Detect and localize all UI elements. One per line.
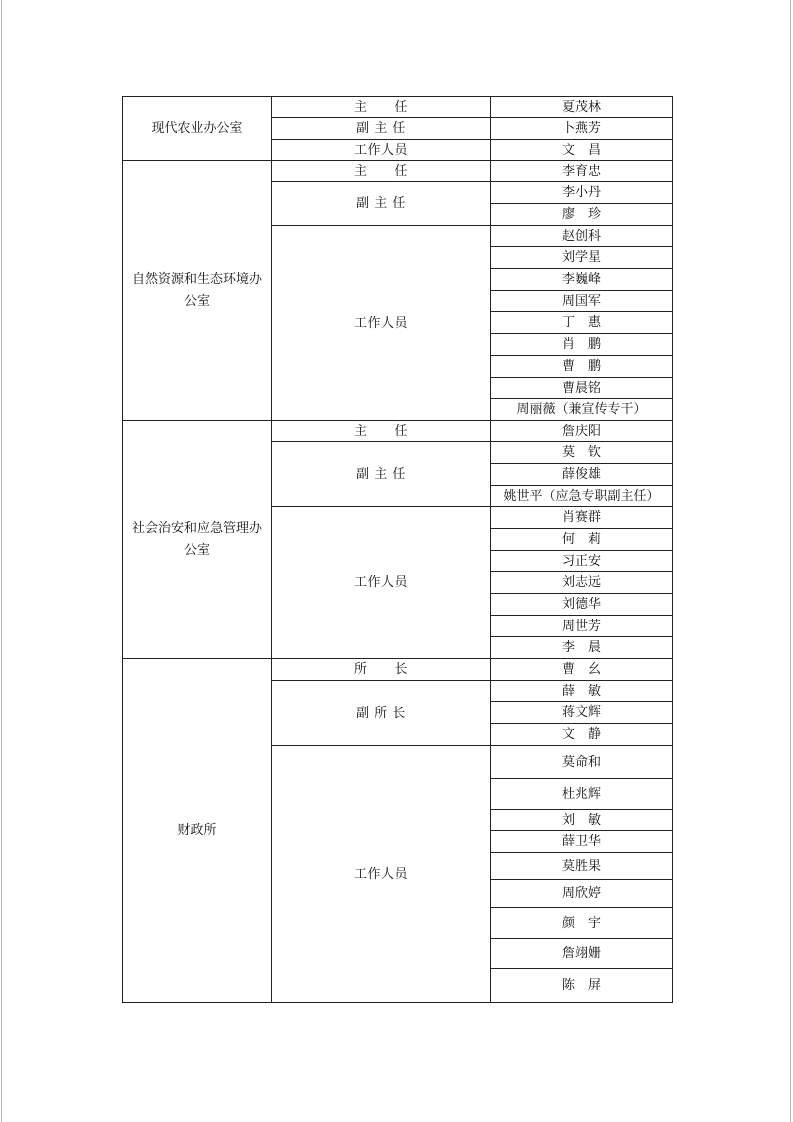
person-name-cell: 周欣婷 xyxy=(491,880,673,908)
role-title-cell: 主 任 xyxy=(272,421,491,442)
person-name-cell: 蒋文辉 xyxy=(491,702,673,724)
person-name-cell: 李小丹 xyxy=(491,182,673,204)
page-edge-right xyxy=(790,0,791,1122)
role-title-cell: 所 长 xyxy=(272,659,491,681)
role-title-cell: 主 任 xyxy=(272,97,491,118)
role-title-cell: 副 主 任 xyxy=(272,118,491,140)
person-name-cell: 李巍峰 xyxy=(491,269,673,291)
person-name-cell: 詹翊姗 xyxy=(491,939,673,969)
person-name-cell: 肖赛群 xyxy=(491,507,673,529)
person-name-cell: 刘 敏 xyxy=(491,810,673,831)
person-name-cell: 卜燕芳 xyxy=(491,118,673,140)
person-name-cell: 刘德华 xyxy=(491,594,673,616)
role-title-cell: 工作人员 xyxy=(272,507,491,659)
person-name-cell: 杜兆辉 xyxy=(491,779,673,810)
person-name-cell: 莫命和 xyxy=(491,746,673,779)
person-name-cell: 曹 幺 xyxy=(491,659,673,681)
person-name-cell: 刘志远 xyxy=(491,572,673,594)
person-name-cell: 文 静 xyxy=(491,724,673,746)
person-name-cell: 习正安 xyxy=(491,551,673,572)
person-name-cell: 李育忠 xyxy=(491,161,673,182)
person-name-cell: 丁 惠 xyxy=(491,312,673,334)
page-edge-left xyxy=(1,0,2,1122)
person-name-cell: 周丽薇（兼宣传专干） xyxy=(491,399,673,421)
person-name-cell: 薛俊雄 xyxy=(491,464,673,486)
table-row xyxy=(123,161,673,182)
role-title-cell: 副 主 任 xyxy=(272,182,491,226)
person-name-cell: 薛卫华 xyxy=(491,831,673,853)
person-name-cell: 詹庆阳 xyxy=(491,421,673,442)
table-row xyxy=(123,97,673,118)
person-name-cell: 文 昌 xyxy=(491,140,673,161)
person-name-cell: 曹晨铭 xyxy=(491,378,673,399)
person-name-cell: 肖 鹏 xyxy=(491,334,673,356)
person-name-cell: 李 晨 xyxy=(491,637,673,659)
role-title-cell: 工作人员 xyxy=(272,746,491,1003)
person-name-cell: 周世芳 xyxy=(491,616,673,637)
role-title-cell: 副 所 长 xyxy=(272,681,491,746)
person-name-cell: 夏茂林 xyxy=(491,97,673,118)
staff-table xyxy=(122,96,673,1003)
role-title-cell: 工作人员 xyxy=(272,140,491,161)
department-name-cell: 自然资源和生态环境办公室 xyxy=(123,161,272,421)
person-name-cell: 颜 宇 xyxy=(491,908,673,939)
table-row xyxy=(123,421,673,442)
person-name-cell: 陈 屏 xyxy=(491,969,673,1003)
person-name-cell: 何 莉 xyxy=(491,529,673,551)
person-name-cell: 刘学星 xyxy=(491,247,673,269)
role-title-cell: 工作人员 xyxy=(272,226,491,421)
person-name-cell: 薛 敏 xyxy=(491,681,673,702)
department-name-cell: 社会治安和应急管理办公室 xyxy=(123,421,272,659)
person-name-cell: 莫胜果 xyxy=(491,853,673,880)
role-title-cell: 副 主 任 xyxy=(272,442,491,507)
department-name-cell: 现代农业办公室 xyxy=(123,97,272,161)
person-name-cell: 姚世平（应急专职副主任） xyxy=(491,486,673,507)
person-name-cell: 廖 珍 xyxy=(491,204,673,226)
person-name-cell: 周国军 xyxy=(491,291,673,312)
person-name-cell: 赵创科 xyxy=(491,226,673,247)
staff-table-body xyxy=(123,97,673,1003)
role-title-cell: 主 任 xyxy=(272,161,491,182)
table-row xyxy=(123,659,673,681)
department-name-cell: 财政所 xyxy=(123,659,272,1003)
person-name-cell: 莫 钦 xyxy=(491,442,673,464)
person-name-cell: 曹 鹏 xyxy=(491,356,673,378)
